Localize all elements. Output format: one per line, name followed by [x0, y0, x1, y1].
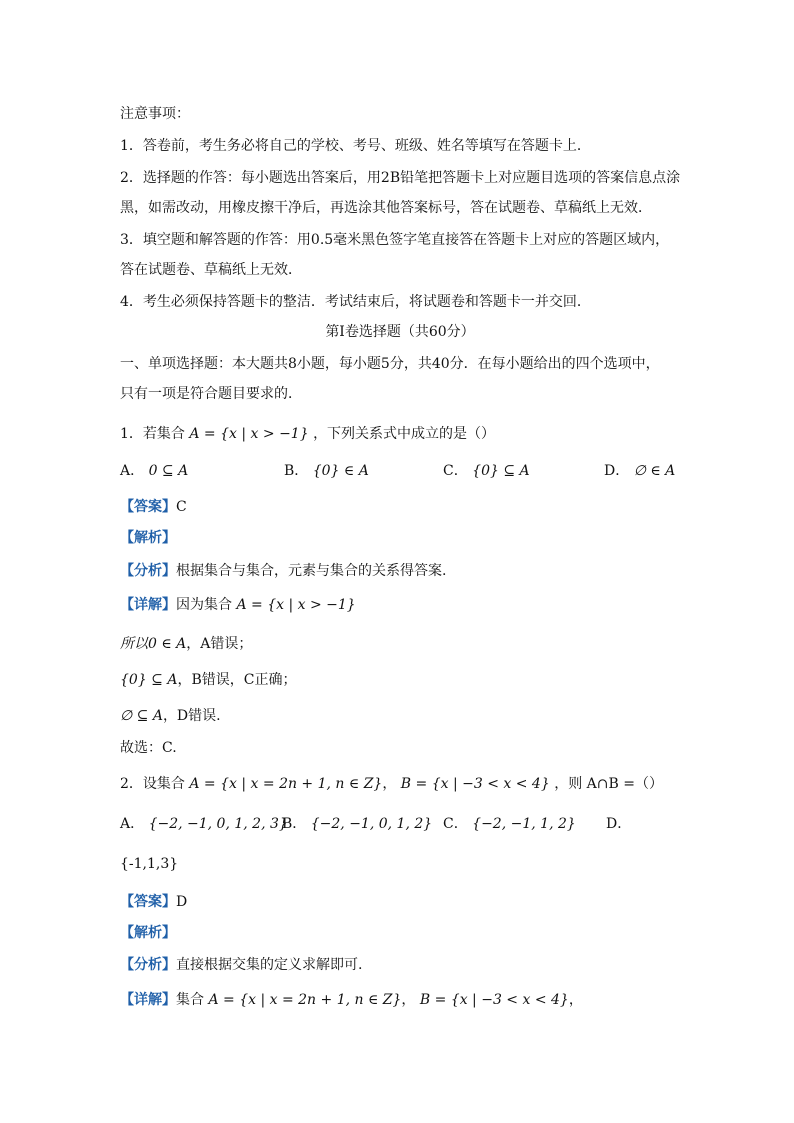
step-text: ，D错误.: [162, 708, 221, 724]
notice-item-2-cont: 黑，如需改动，用橡皮擦干净后，再选涂其他答案标号，答在试题卷、草稿纸上无效．: [120, 200, 652, 216]
notice-item-3-cont: 答在试题卷、草稿纸上无效．: [120, 262, 302, 278]
option-label: D．: [606, 816, 632, 832]
detail-set-a: A = {x | x = 2n + 1, n ∈ Z}: [208, 992, 402, 1008]
analysis-label: 【解析】: [120, 925, 176, 941]
answer-label: 【答案】: [120, 499, 176, 515]
notice-title: 注意事项：: [120, 106, 190, 122]
question-1-conclusion: 故选：C.: [120, 740, 177, 756]
option-expr: {−2, −1, 0, 1, 2, 3}: [148, 816, 288, 832]
option-expr: {−2, −1, 1, 2}: [472, 816, 576, 832]
option-label: A．: [120, 816, 145, 832]
answer-value: C: [176, 499, 187, 515]
step-text: ，B错误，C正确；: [177, 672, 297, 688]
answer-value: D: [176, 894, 188, 910]
question-2-answer: [120, 892, 680, 912]
notice-item-4: 4．考生必须保持答题卡的整洁．考试结束后，将试题卷和答题卡一并交回．: [120, 294, 591, 310]
question-1-prefix: 1．若集合: [120, 426, 185, 442]
section-instruction-1: 一、单项选择题：本大题共8小题，每小题5分，共40分．在每小题给出的四个选项中，: [120, 356, 660, 372]
notice-item-2: 2．选择题的作答：每小题选出答案后，用2B铅笔把答题卡上对应题目选项的答案信息点涂: [120, 170, 681, 186]
question-1-fenxi: [120, 561, 680, 581]
fenxi-label: 【分析】: [120, 957, 176, 973]
option-label: B．: [282, 816, 307, 832]
question-1-option-a: [120, 461, 188, 481]
detail-label: 【详解】: [120, 992, 176, 1008]
question-2-fenxi: [120, 955, 680, 975]
question-1-step-3: [120, 706, 680, 726]
question-1-analysis-label: [120, 528, 680, 548]
fenxi-label: 【分析】: [120, 563, 176, 579]
question-1-set: A = {x | x > −1}: [189, 426, 309, 442]
question-1-option-d: [604, 461, 675, 481]
analysis-label: 【解析】: [120, 530, 176, 546]
option-expr: {−2, −1, 0, 1, 2}: [310, 816, 433, 832]
question-1-step-1: [120, 634, 680, 654]
question-2-prefix: 2．设集合: [120, 776, 185, 792]
option-label: A．: [120, 463, 145, 479]
question-2-stem: [120, 774, 680, 794]
detail-sep: ，: [401, 992, 416, 1008]
step-expr: {0} ⊆ A: [120, 672, 178, 688]
fenxi-text: 直接根据交集的定义求解即可.: [176, 957, 363, 973]
detail-prefix: 因为集合: [176, 597, 232, 613]
question-1-stem: [120, 424, 680, 444]
step-expr: 所以0 ∈ A: [120, 636, 187, 652]
option-expr: ∅ ∈ A: [633, 463, 676, 479]
section-title: 第Ⅰ卷选择题（共60分）: [325, 324, 475, 340]
question-1-option-c: [443, 461, 530, 481]
question-2-option-b: [282, 814, 432, 834]
question-1-suffix: ，下列关系式中成立的是（）: [313, 426, 496, 442]
question-2-set-b: B = {x | −3 < x < 4}: [400, 776, 550, 792]
question-1-detail: [120, 595, 680, 615]
detail-prefix: 集合: [176, 992, 204, 1008]
option-expr: {0} ∈ A: [312, 463, 369, 479]
fenxi-text: 根据集合与集合，元素与集合的关系得答案.: [176, 563, 447, 579]
question-2-analysis-label: [120, 923, 680, 943]
question-2-detail: [120, 990, 680, 1010]
detail-set-b: B = {x | −3 < x < 4}: [419, 992, 569, 1008]
question-2-option-c: [443, 814, 576, 834]
step-expr: ∅ ⊆ A: [120, 708, 163, 724]
option-label: B．: [284, 463, 309, 479]
step-text: ，A错误；: [186, 636, 253, 652]
notice-item-1: 1．答卷前，考生务必将自己的学校、考号、班级、姓名等填写在答题卡上．: [120, 138, 591, 154]
question-2-option-a: [120, 814, 288, 834]
question-2-option-d-expr: {-1,1,3}: [120, 856, 179, 872]
option-expr: {0} ⊆ A: [472, 463, 530, 479]
detail-expr: A = {x | x > −1}: [236, 597, 356, 613]
question-1-step-2: [120, 670, 680, 690]
question-2-suffix: ，则 A∩B =（）: [554, 776, 663, 792]
question-2-set-a: A = {x | x = 2n + 1, n ∈ Z}: [189, 776, 383, 792]
answer-label: 【答案】: [120, 894, 176, 910]
question-1-option-b: [284, 461, 369, 481]
question-2-sep: ，: [382, 776, 397, 792]
notice-item-3: 3．填空题和解答题的作答：用0.5毫米黑色签字笔直接答在答题卡上对应的答题区域内，: [120, 232, 670, 248]
section-instruction-2: 只有一项是符合题目要求的．: [120, 386, 302, 402]
option-label: D．: [604, 463, 630, 479]
question-2-option-d: [606, 814, 631, 834]
option-expr: 0 ⊆ A: [148, 463, 189, 479]
detail-label: 【详解】: [120, 597, 176, 613]
option-label: C．: [443, 463, 468, 479]
option-label: C．: [443, 816, 468, 832]
detail-end: ，: [568, 992, 583, 1008]
question-1-answer: [120, 497, 680, 517]
